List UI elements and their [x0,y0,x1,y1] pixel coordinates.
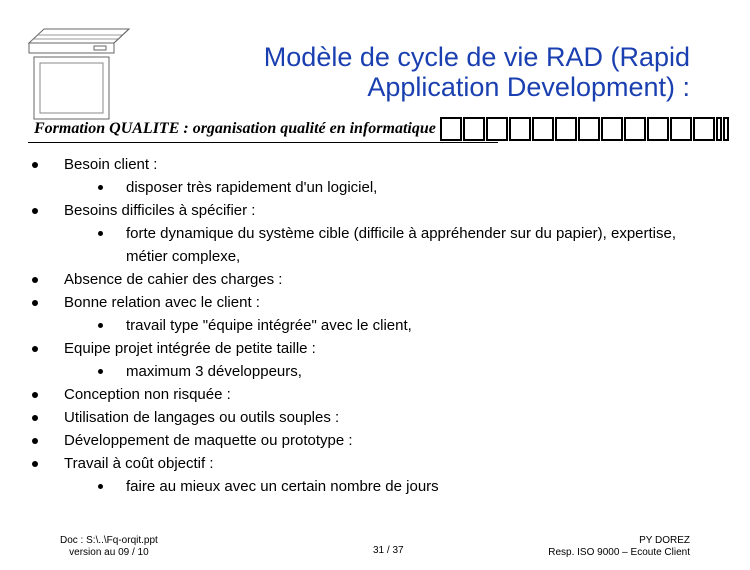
bullet-text: faire au mieux avec un certain nombre de jours [126,478,439,495]
sub-bullet-item [30,314,730,337]
footer-author: PY DOREZ [639,535,690,546]
page-title: Modèle de cycle de vie RAD (Rapid Application Development) : [263,42,690,102]
bullet-text: disposer très rapidement d'un logiciel, [126,179,378,196]
footer-doc-info [60,535,158,559]
bullet-item [30,268,730,291]
bullet-dot-icon [98,323,103,328]
bullet-item [30,153,730,176]
bullet-item [30,199,730,222]
bullet-text: forte dynamique du système cible (difficile à appréhender sur du papier), expertise, [126,225,677,242]
sub-bullet-item [30,176,730,199]
bullet-dot-icon [98,369,103,374]
bullet-text: Travail à coût objectif : [64,455,214,472]
bullet-dot-icon [32,300,38,306]
bullet-dot-icon [32,438,38,444]
banner-underline [28,142,498,143]
bullet-dot-icon [32,415,38,421]
bullet-text: Besoin client : [64,156,158,173]
sub-bullet-item [30,245,730,268]
bullet-item [30,429,730,452]
bullet-list [30,153,730,498]
bullet-dot-icon [32,392,38,398]
bullet-text: métier complexe, [126,248,241,265]
footer-version: version au 09 / 10 [69,547,149,558]
bullet-dot-icon [32,208,38,214]
bullet-dot-icon [98,185,103,190]
sub-bullet-item [30,222,730,245]
bullet-text: Développement de maquette ou prototype : [64,432,353,449]
footer-doc: Doc : S:\..\Fq-orqit.ppt [60,535,158,546]
bullet-item [30,337,730,360]
bullet-text: travail type "équipe intégrée" avec le client, [126,317,412,334]
bullet-dot-icon [32,277,38,283]
bullet-dot-icon [98,484,103,489]
footer-author-info [548,535,690,559]
bullet-item [30,383,730,406]
bullet-dot-icon [32,162,38,168]
sub-bullet-item [30,360,730,383]
bullet-text: Besoins difficiles à spécifier : [64,202,256,219]
bullet-item [30,452,730,475]
footer-page-number: 31 / 37 [373,545,404,556]
decorative-boxes [440,117,729,143]
footer-role: Resp. ISO 9000 – Ecoute Client [548,547,690,558]
sub-bullet-item [30,475,730,498]
bullet-dot-icon [32,346,38,352]
bullet-text: Utilisation de langages ou outils souples : [64,409,340,426]
bullet-item [30,406,730,429]
bullet-text: Absence de cahier des charges : [64,271,283,288]
bullet-dot-icon [98,231,103,236]
bullet-text: maximum 3 développeurs, [126,363,302,380]
bullet-text: Bonne relation avec le client : [64,294,260,311]
bullet-text: Equipe projet intégrée de petite taille : [64,340,316,357]
bullet-text: Conception non risquée : [64,386,231,403]
course-banner: Formation QUALITE : organisation qualité en informatique [34,120,436,137]
bullet-dot-icon [32,461,38,467]
bullet-item [30,291,730,314]
